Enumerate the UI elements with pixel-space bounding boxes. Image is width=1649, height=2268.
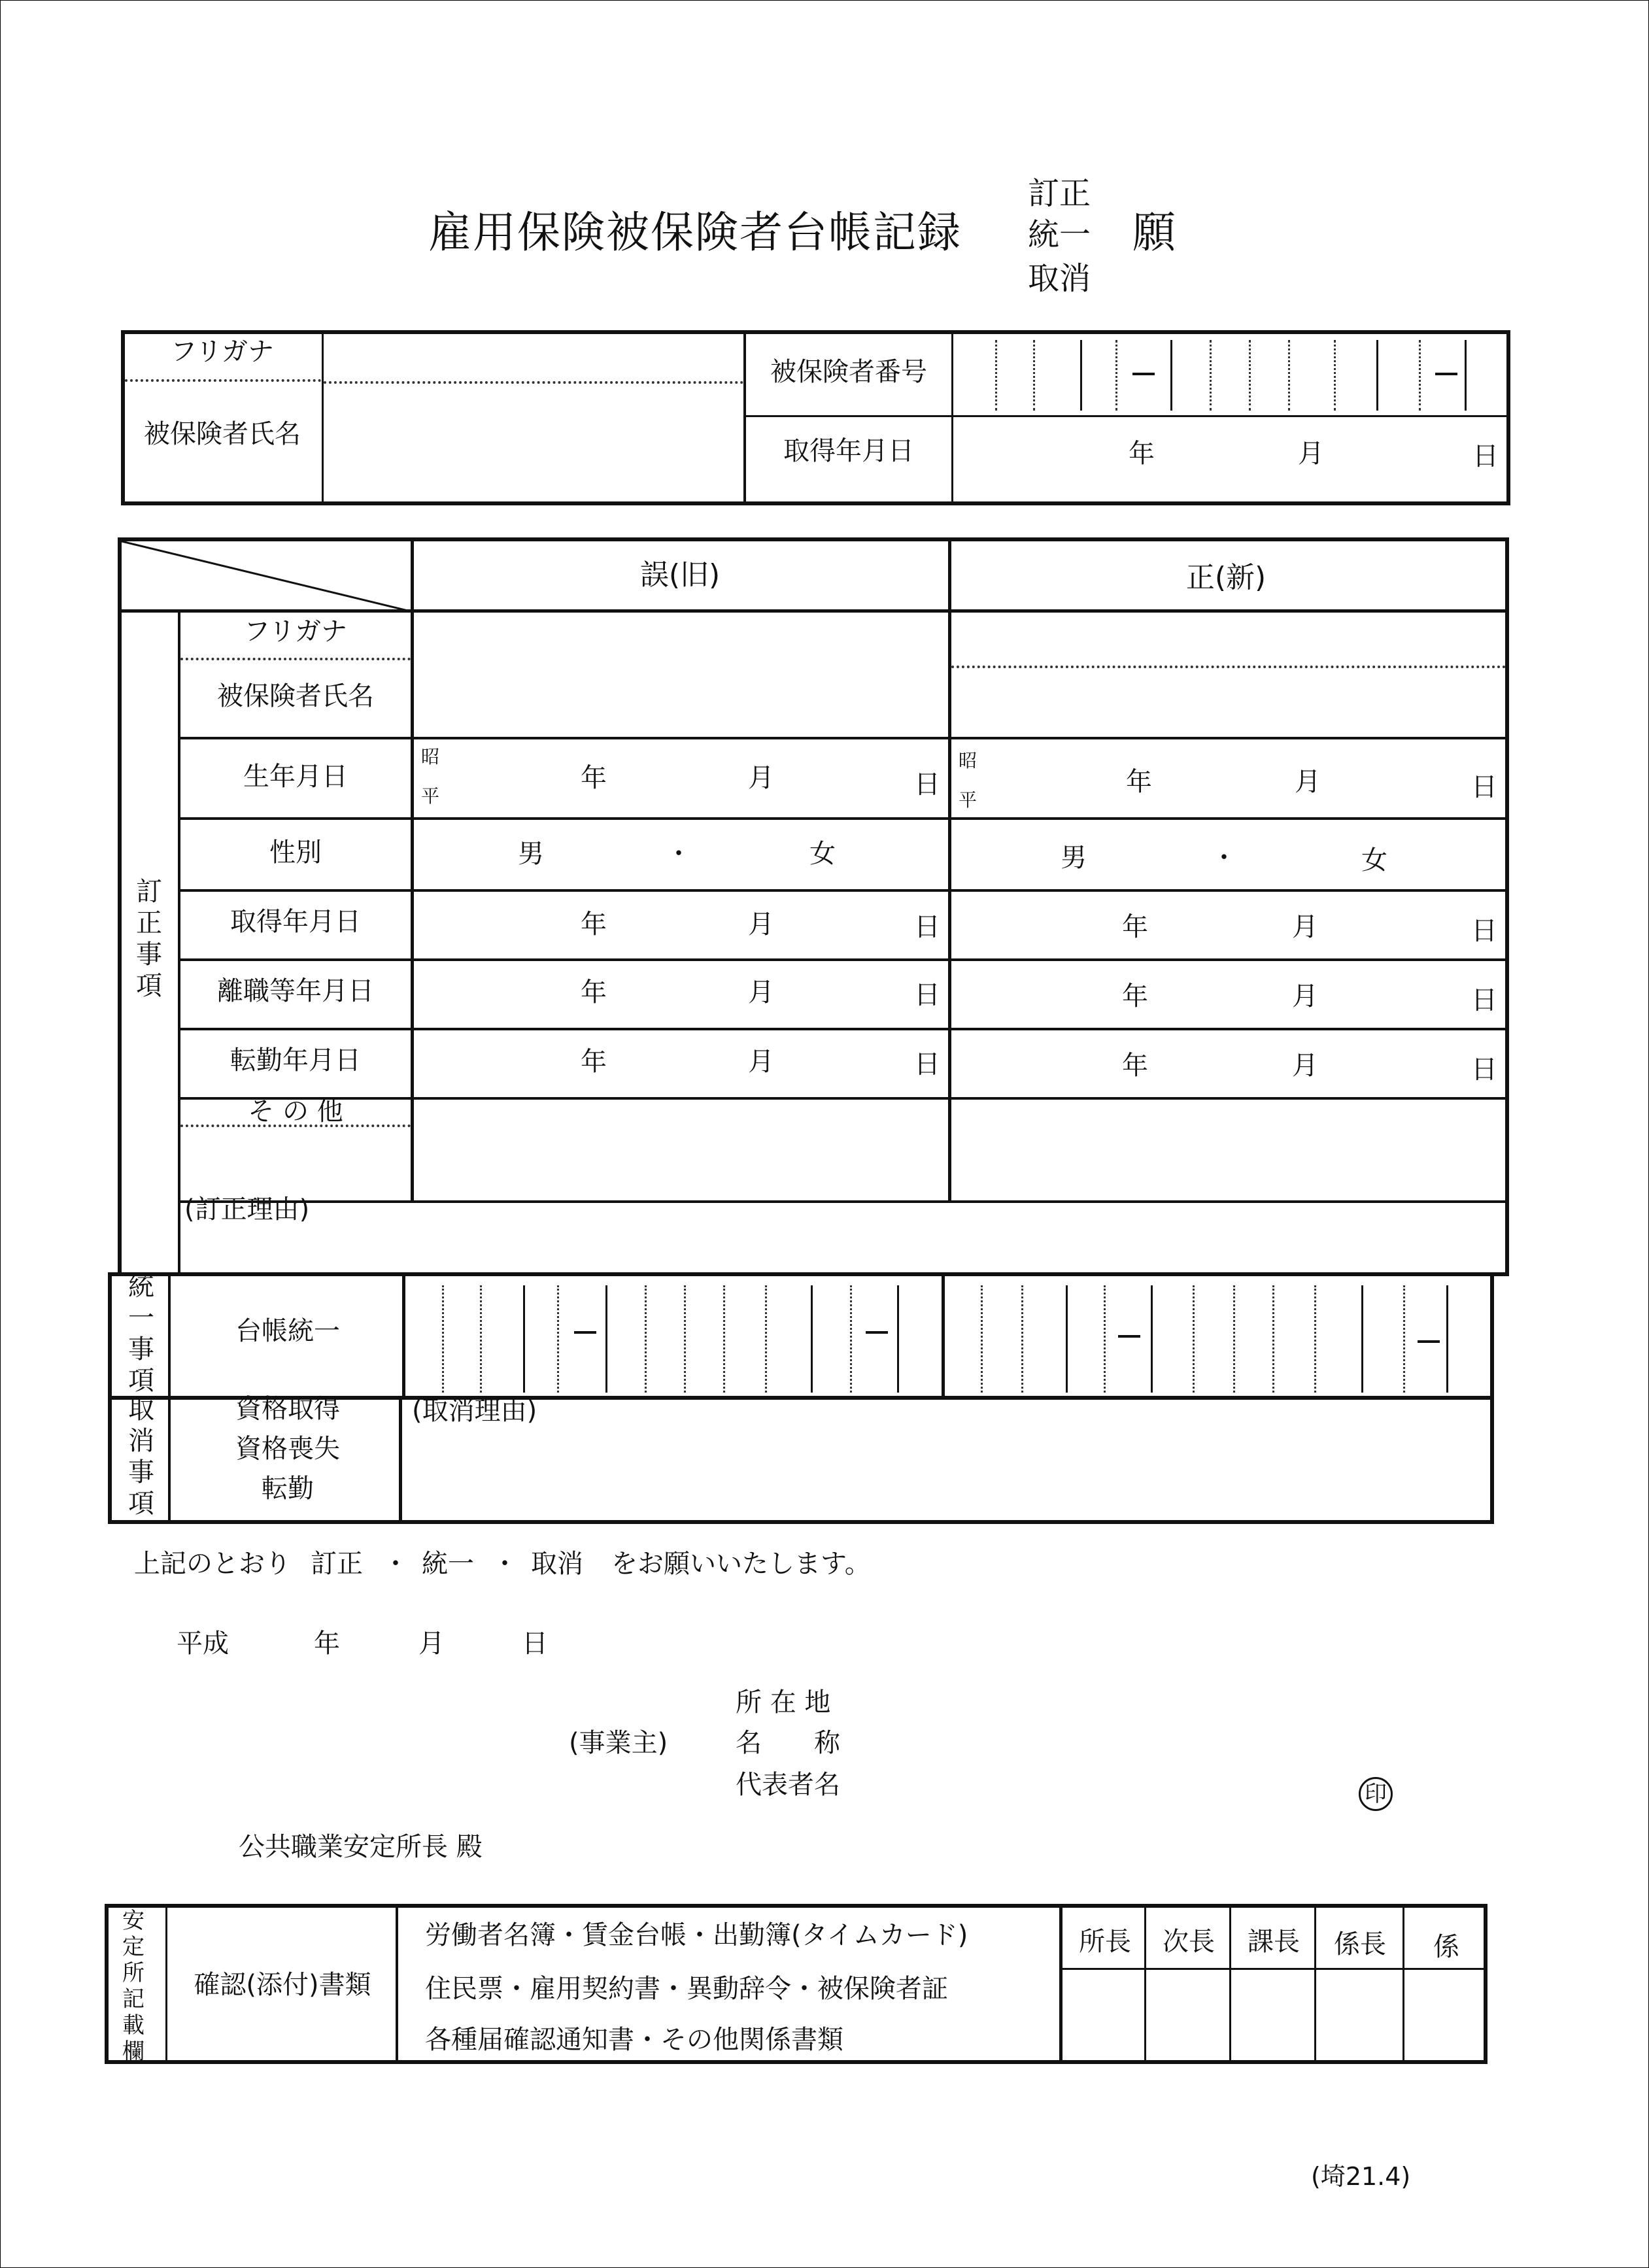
- seal-mark: 印: [1359, 1777, 1393, 1811]
- date-year: 年: [314, 1629, 340, 1659]
- new-transfer-day: 日: [1471, 1055, 1497, 1085]
- new-birth-month: 月: [1295, 767, 1321, 797]
- new-sep-day: 日: [1471, 985, 1497, 1015]
- row-label-other: そ の 他: [248, 1096, 343, 1126]
- new-era-showa: 昭: [959, 750, 978, 771]
- request-option-correct[interactable]: 訂正: [311, 1549, 363, 1579]
- old-acq-day: 日: [914, 912, 940, 942]
- request-separator-2: ・: [492, 1549, 518, 1579]
- header-furigana-label: フリガナ: [171, 337, 274, 367]
- approver-section-chief: 課長: [1248, 1927, 1300, 1957]
- correction-section-label: 訂 正 事 項: [136, 877, 162, 1001]
- date-day: 日: [522, 1629, 548, 1659]
- header-acquisition-date-label: 取得年月日: [783, 436, 914, 466]
- new-birth-year: 年: [1126, 767, 1152, 797]
- request-separator-1: ・: [382, 1549, 409, 1579]
- form-code: (埼21.4): [1311, 2162, 1411, 2191]
- new-gender-female[interactable]: 女: [1361, 845, 1387, 875]
- stamp-box-deputy[interactable]: [1146, 1971, 1229, 2062]
- date-month: 月: [418, 1629, 445, 1659]
- new-transfer-month: 月: [1292, 1051, 1318, 1081]
- row-label-separation-date: 離職等年月日: [217, 976, 374, 1006]
- row-label-gender: 性別: [269, 838, 322, 868]
- new-gender-separator: ・: [1211, 843, 1237, 873]
- header-month-unit: 月: [1298, 439, 1324, 469]
- correction-reason-field[interactable]: [180, 1229, 1506, 1272]
- unify-new-number-field[interactable]: [945, 1278, 1490, 1396]
- title-option-cancel: 取消: [1028, 260, 1091, 297]
- approver-subsection-chief: 係長: [1334, 1929, 1386, 1959]
- row-label-furigana: フリガナ: [244, 617, 347, 647]
- old-transfer-month: 月: [748, 1047, 774, 1077]
- row-label-birth-date: 生年月日: [243, 762, 348, 792]
- old-transfer-day: 日: [914, 1049, 940, 1079]
- approver-director: 所長: [1079, 1927, 1131, 1957]
- new-acq-month: 月: [1292, 912, 1318, 942]
- cancel-reason-field[interactable]: [402, 1432, 1490, 1520]
- new-other-field[interactable]: [951, 1100, 1506, 1199]
- date-era: 平成: [177, 1629, 229, 1659]
- header-year-unit: 年: [1129, 439, 1155, 469]
- row-label-transfer-date: 転勤年月日: [230, 1045, 361, 1075]
- new-sep-month: 月: [1292, 981, 1318, 1011]
- new-birth-day: 日: [1471, 772, 1497, 802]
- header-furigana-field[interactable]: [324, 335, 742, 378]
- document-line-3[interactable]: 各種届確認通知書・その他関係書類: [425, 2025, 843, 2055]
- old-sep-year: 年: [581, 977, 607, 1007]
- stamp-box-subsection-chief[interactable]: [1316, 1971, 1402, 2062]
- old-birth-month: 月: [748, 763, 774, 793]
- row-label-name: 被保険者氏名: [217, 681, 374, 711]
- correction-reason-label: (訂正理由): [184, 1194, 310, 1225]
- request-option-cancel[interactable]: 取消: [531, 1549, 583, 1579]
- new-column-header: 正(新): [1185, 561, 1266, 594]
- old-gender-female[interactable]: 女: [809, 839, 836, 869]
- new-transfer-year: 年: [1122, 1051, 1148, 1081]
- unify-old-number-field[interactable]: [405, 1278, 940, 1396]
- cancel-reason-label: (取消理由): [412, 1396, 537, 1426]
- header-name-label: 被保険者氏名: [144, 419, 301, 449]
- old-era-heisei: 平: [421, 785, 440, 807]
- old-column-header: 誤(旧): [639, 558, 721, 592]
- unify-row-label: 台帳統一: [235, 1316, 340, 1346]
- title-option-unify: 統一: [1028, 216, 1091, 253]
- stamp-box-section-chief[interactable]: [1231, 1971, 1314, 2062]
- document-line-1[interactable]: 労働者名簿・賃金台帳・出勤簿(タイムカード): [425, 1920, 968, 1950]
- employer-label: (事業主): [569, 1728, 668, 1758]
- old-sep-month: 月: [748, 977, 774, 1007]
- employer-representative-label: 代表者名: [736, 1770, 840, 1800]
- old-acq-month: 月: [748, 909, 774, 939]
- new-sep-year: 年: [1122, 981, 1148, 1011]
- new-name-field[interactable]: [951, 613, 1506, 737]
- form-title: 雇用保険被保険者台帳記録: [428, 207, 962, 258]
- old-birth-day: 日: [914, 770, 940, 800]
- cancel-section-label: 取 消 事 項: [128, 1395, 154, 1519]
- new-acq-day: 日: [1471, 916, 1497, 946]
- old-other-field[interactable]: [414, 1100, 948, 1199]
- addressee: 公共職業安定所長 殿: [239, 1832, 483, 1862]
- old-acq-year: 年: [581, 909, 607, 939]
- office-section-label: 安 定 所 記 載 欄: [122, 1908, 144, 2065]
- cancel-item-loss[interactable]: 資格喪失: [235, 1434, 340, 1464]
- old-era-showa: 昭: [421, 746, 440, 768]
- new-gender-male[interactable]: 男: [1061, 843, 1087, 873]
- insured-number-label: 被保険者番号: [770, 357, 927, 387]
- request-option-unify[interactable]: 統一: [422, 1549, 474, 1579]
- new-acq-year: 年: [1122, 912, 1148, 942]
- request-text-prefix: 上記のとおり: [134, 1549, 291, 1579]
- header-day-unit: 日: [1472, 441, 1499, 471]
- stamp-box-staff[interactable]: [1404, 1971, 1486, 2062]
- old-gender-male[interactable]: 男: [518, 839, 544, 869]
- unify-section-label: 統 一 事 項: [128, 1272, 154, 1396]
- stamp-box-director[interactable]: [1062, 1971, 1144, 2062]
- new-era-heisei: 平: [959, 789, 978, 811]
- diagonal-cell: [122, 541, 413, 612]
- insured-number-field[interactable]: [953, 335, 1506, 415]
- old-transfer-year: 年: [581, 1047, 607, 1077]
- title-option-correct: 訂正: [1028, 175, 1091, 212]
- header-name-field[interactable]: [324, 386, 742, 500]
- employer-name-label: 名 称: [736, 1728, 840, 1758]
- old-birth-year: 年: [581, 763, 607, 793]
- document-line-2[interactable]: 住民票・雇用契約書・異動辞令・被保険者証: [425, 1974, 948, 2004]
- docs-label: 確認(添付)書類: [194, 1970, 371, 2000]
- employer-address-label: 所 在 地: [736, 1687, 831, 1718]
- cancel-item-acquisition[interactable]: 資格取得: [235, 1394, 340, 1424]
- title-suffix: 願: [1132, 207, 1177, 258]
- row-label-acquisition-date: 取得年月日: [230, 907, 361, 937]
- approver-staff: 係: [1433, 1932, 1459, 1962]
- old-gender-separator: ・: [666, 839, 692, 869]
- header-acquisition-date-field[interactable]: [953, 418, 1506, 500]
- cancel-item-transfer[interactable]: 転勤: [262, 1474, 314, 1504]
- approver-deputy: 次長: [1163, 1927, 1215, 1957]
- request-text-suffix: をお願いいたします。: [611, 1549, 871, 1579]
- old-name-field[interactable]: [414, 613, 948, 737]
- old-sep-day: 日: [914, 980, 940, 1010]
